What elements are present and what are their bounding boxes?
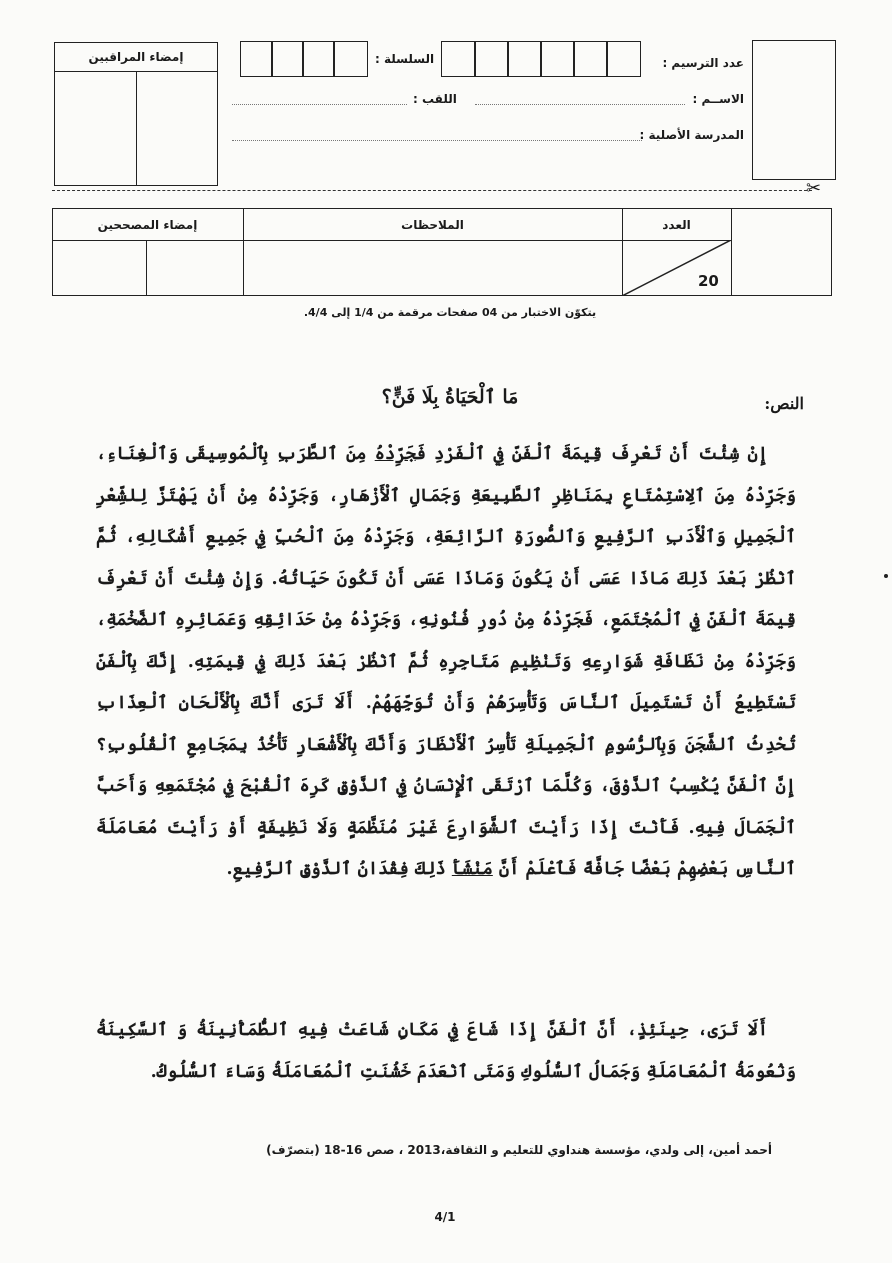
- registration-digit-boxes: [441, 41, 641, 77]
- surname-label: اللقب :: [413, 92, 457, 106]
- cut-line: [52, 190, 812, 191]
- name-label: الاســم :: [692, 92, 744, 106]
- registration-digit-box[interactable]: [540, 41, 575, 77]
- scissors-icon: ✂: [806, 178, 822, 199]
- underlined-word-mansha: مَنْشَأَ: [451, 859, 493, 879]
- margin-dot: [884, 574, 888, 578]
- paragraph-1-part-c: ذَلِكَ فِقْدَانُ ٱلذَّوْقِ ٱلرَّفِيعِ.: [226, 859, 452, 879]
- surname-field[interactable]: [232, 104, 407, 105]
- text-heading: النص:: [764, 394, 804, 413]
- registration-digit-box[interactable]: [474, 41, 509, 77]
- school-label: المدرسة الأصلية :: [639, 128, 744, 142]
- school-field[interactable]: [232, 140, 642, 141]
- paragraph-1-part-b: مِنَ ٱلطَّرَبِ بِٱلْمُوسِيقَى وَٱلْغِنَاءِ، وَجَرِّدْهُ مِنَ ٱلِاسْتِمْتَاعِ بِمَنَاظِرِ ٱلطَّبِيعَةِ وَجَمَالِ ٱلْأَزْهَارِ، وَجَرِّدْهُ مِنْ أَنْ يَهْتَزَّ لِلشِّعْرِ ٱلْجَمِيلِ وَٱلْأَدَبِ ٱلرَّفِيعِ وَٱلصُّورَةِ ٱلرَّائِعَةِ، وَجَرِّدْهُ مِنَ ٱلْحُبِّ فِي جَمِيعِ أَشْكَالِهِ، ثُمَّ ٱنْظُرْ بَعْدَ ذَلِكَ مَاذَا عَسَى أَنْ يَكُونَ وَمَاذَا عَسَى أَنْ تَكُونَ حَيَاتُهُ. وَإِنْ شِئْتَ أَنْ تَعْرِفَ قِيمَةَ ٱلْفَنِّ فِي ٱلْمُجْتَمَعِ، فَجَرِّدْهُ مِنْ دُورِ فُنُونِهِ، وَجَرِّدْهُ مِنْ حَدَائِقِهِ وَعَمَائِرِهِ ٱلضَّخْمَةِ، وَجَرِّدْهُ مِنْ نَظَافَةِ شَوَارِعِهِ وَتَنْظِيمِ مَتَاجِرِهِ ثُمَّ ٱنْظُرْ بَعْدَ ذَلِكَ فِي قِيمَتِهِ. إِنَّكَ بِٱلْفَنِّ تَسْتَطِيعُ أَنْ تَسْتَمِيلَ ٱلنَّاسَ وَتَأْسِرَهُمْ وَأَنْ تُوَجِّهَهُمْ. أَلَا تَرَى أَنَّكَ بِٱلْأَلْحَانِ ٱلْعِذَابِ تُحْدِثُ ٱلشَّجَنَ وَبِٱلرُّسُومِ ٱلْجَمِيلَةِ تَأْسِرُ ٱلْأَنْظَارَ وَأَنَّكَ بِٱلْأَشْعَارِ تَأْخُذُ بِمَجَامِعِ ٱلْقُلُوبِ؟ إِنَّ ٱلْفَنَّ يُكْسِبُ ٱلذَّوْقَ، وَكُلَّمَا ٱرْتَقَى ٱلْإِنْسَانُ فِي ٱلذَّوْقِ كَرِهَ ٱلْقُبْحَ فِي مُجْتَمَعِهِ وَأَحَبَّ ٱلْجَمَالَ فِيهِ. فَأَنْتَ إِذَا رَأَيْتَ ٱلشَّوَارِعَ غَيْرَ مُنَظَّمَةٍ وَلَا نَظِيفَةٍ أَوْ رَأَيْتَ مُعَامَلَةَ ٱلنَّاسِ بَعْضِهِمْ بَعْضًا جَافَّةً فَٱعْلَمْ أَنَّ: [96, 444, 796, 879]
- registration-digit-box[interactable]: [441, 41, 476, 77]
- series-digit-boxes: [240, 41, 368, 77]
- page-number: 4/1: [434, 1210, 456, 1224]
- score-label: العدد: [662, 218, 691, 232]
- correctors-sign-label: إمضاء المصححين: [97, 218, 198, 232]
- registration-digit-box[interactable]: [507, 41, 542, 77]
- registration-number-label: عدد الترسيم :: [662, 56, 744, 70]
- photo-box: [752, 40, 836, 180]
- grading-col-divider-4: [731, 208, 732, 296]
- series-label: السلسلة :: [375, 52, 435, 66]
- paragraph-2: أَلَا تَرَى، حِينَئِذٍ، أَنَّ ٱلْفَنَّ إِذَا شَاعَ فِي مَكَانٍ شَاعَتْ فِيهِ ٱلطُّمَأْنِينَةُ وَ ٱلسَّكِينَةُ وَنُعُومَةُ ٱلْمُعَامَلَةِ وَجَمَالُ ٱلسُّلُوكِ وَمَتَى ٱنْعَدَمَ خَشُنَتِ ٱلْمُعَامَلَةُ وَسَاءَ ٱلسُّلُوكُ.: [96, 1020, 796, 1082]
- max-score: 20: [698, 272, 719, 290]
- grading-col-divider-1: [146, 240, 147, 296]
- proctors-sign-label: إمضاء المراقبين: [88, 50, 184, 64]
- page-count-note: يتكوّن الاختبار من 04 صفحات مرقمة من 1/4 إلى 4/4.: [303, 306, 597, 319]
- source-citation: أحمد أمين، إلى ولدي، مؤسسة هنداوي للتعليم و الثقافة،2013 ، صص 16-18 (بتصرّف): [266, 1143, 772, 1157]
- series-digit-box[interactable]: [302, 41, 335, 77]
- registration-digit-box[interactable]: [606, 41, 641, 77]
- underlined-word-jarridhu: جَرِّدْهُ: [374, 444, 416, 464]
- proctors-col-divider: [136, 71, 137, 186]
- paragraph-1: [96, 434, 796, 891]
- series-digit-box[interactable]: [333, 41, 368, 77]
- text-title: مَا ٱلْحَيَاةُ بِلَا فَنٍّ؟: [381, 386, 519, 408]
- name-field[interactable]: [475, 104, 685, 105]
- paragraph-1-part-a: إِنْ شِئْتَ أَنْ تَعْرِفَ قِيمَةَ ٱلْفَنِّ فِي ٱلْفَرْدِ فَ: [415, 444, 768, 464]
- notes-label: الملاحظات: [401, 218, 464, 232]
- series-digit-box[interactable]: [271, 41, 304, 77]
- registration-digit-box[interactable]: [573, 41, 608, 77]
- series-digit-box[interactable]: [240, 41, 273, 77]
